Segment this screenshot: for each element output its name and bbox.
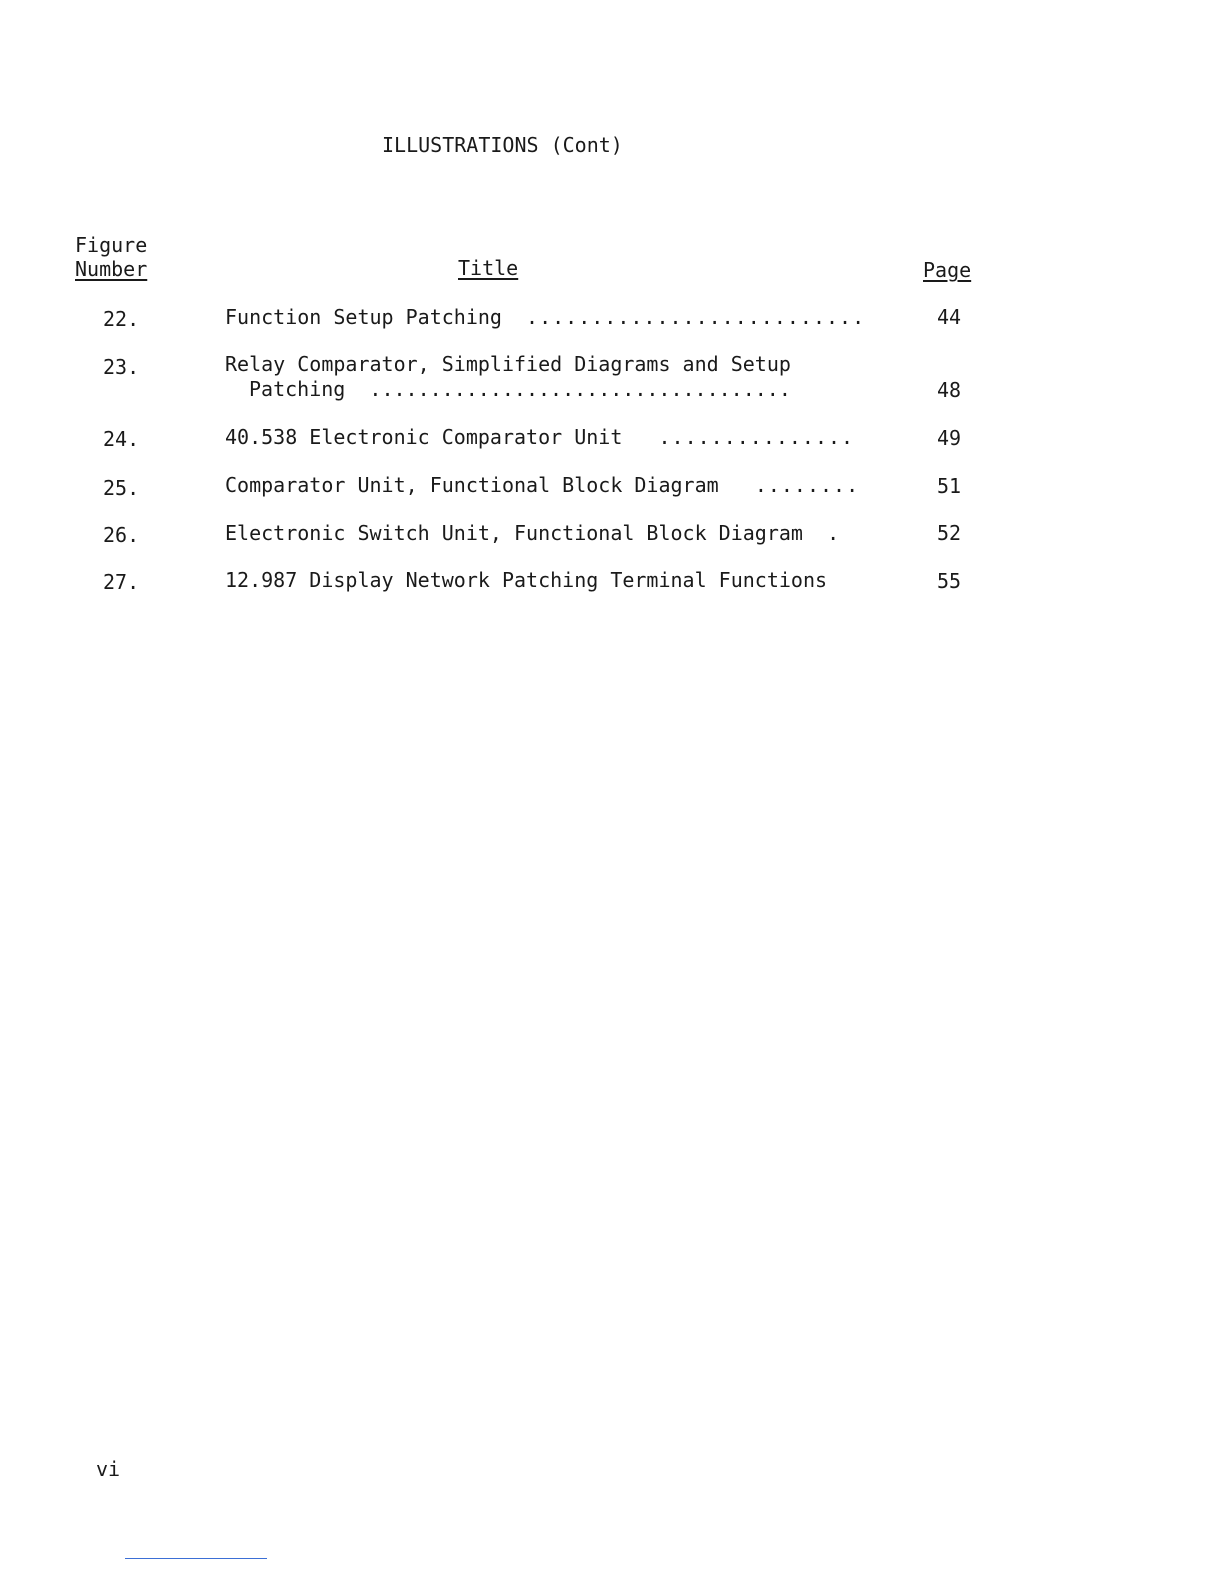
figure-title-24: [225, 425, 854, 449]
figure-header-line1: Figure: [75, 233, 148, 257]
page-header-label: Page: [923, 258, 972, 282]
leader-dots: ........: [754, 473, 860, 497]
page-number-25: 51: [937, 474, 962, 498]
title-header-label: Title: [458, 256, 519, 280]
figure-number-25: 25.: [103, 476, 140, 500]
figure-title-25: [225, 473, 859, 497]
figure-number-23: 23.: [103, 355, 140, 379]
figure-title-23: [225, 352, 791, 376]
page-number-22: 44: [937, 305, 962, 329]
figure-title-23-continued: [249, 377, 791, 401]
figure-header-line2: Number: [75, 257, 148, 281]
leader-dots: .: [827, 521, 841, 545]
figure-title-26: [225, 521, 840, 545]
leader-dots: ..........................: [526, 305, 866, 329]
figure-title-text: 12.987 Display Network Patching Terminal Functions: [225, 568, 828, 592]
page-number-24: 49: [937, 426, 962, 450]
figure-number-column-header: [75, 233, 147, 281]
figure-title-text: Electronic Switch Unit, Functional Block Diagram: [225, 521, 803, 545]
title-column-header: [458, 256, 518, 280]
figure-title-27: [225, 568, 827, 592]
page-number-26: 52: [937, 521, 962, 545]
figure-title-text: Function Setup Patching: [225, 305, 502, 329]
figure-title-text: Comparator Unit, Functional Block Diagram: [225, 473, 719, 497]
figure-number-26: 26.: [103, 523, 140, 547]
page-column-header: [923, 258, 971, 282]
page-folio: vi: [96, 1457, 121, 1481]
figure-number-22: 22.: [103, 307, 140, 331]
leader-dots: ...............: [658, 425, 855, 449]
figure-title-text-continued: Patching: [249, 377, 346, 401]
figure-title-22: [225, 305, 865, 329]
leader-dots: ...................................: [369, 377, 791, 401]
page-number-23: 48: [937, 378, 962, 402]
figure-number-27: 27.: [103, 570, 140, 594]
scan-edge-line: [125, 1558, 267, 1559]
figure-title-text: 40.538 Electronic Comparator Unit: [225, 425, 623, 449]
page-heading: ILLUSTRATIONS (Cont): [382, 133, 623, 157]
figure-number-24: 24.: [103, 427, 140, 451]
page-number-27: 55: [937, 569, 962, 593]
figure-title-text: Relay Comparator, Simplified Diagrams and Setup: [225, 352, 791, 376]
